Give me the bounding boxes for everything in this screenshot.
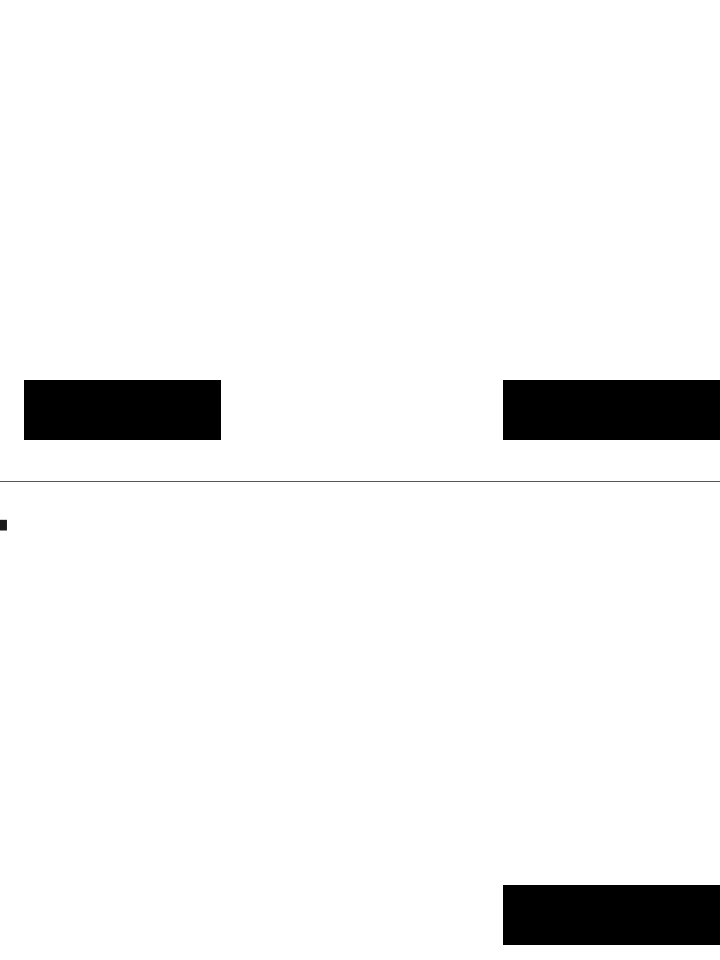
redaction-box (503, 380, 720, 440)
redaction-box (24, 380, 221, 440)
redaction-box (503, 885, 720, 945)
document-page-top (72, 38, 617, 373)
document-page-bottom (72, 568, 617, 868)
anti-maidan-logo (26, 898, 42, 954)
page-divider (0, 481, 720, 482)
scan-edge-mark: ▖ (0, 510, 14, 530)
